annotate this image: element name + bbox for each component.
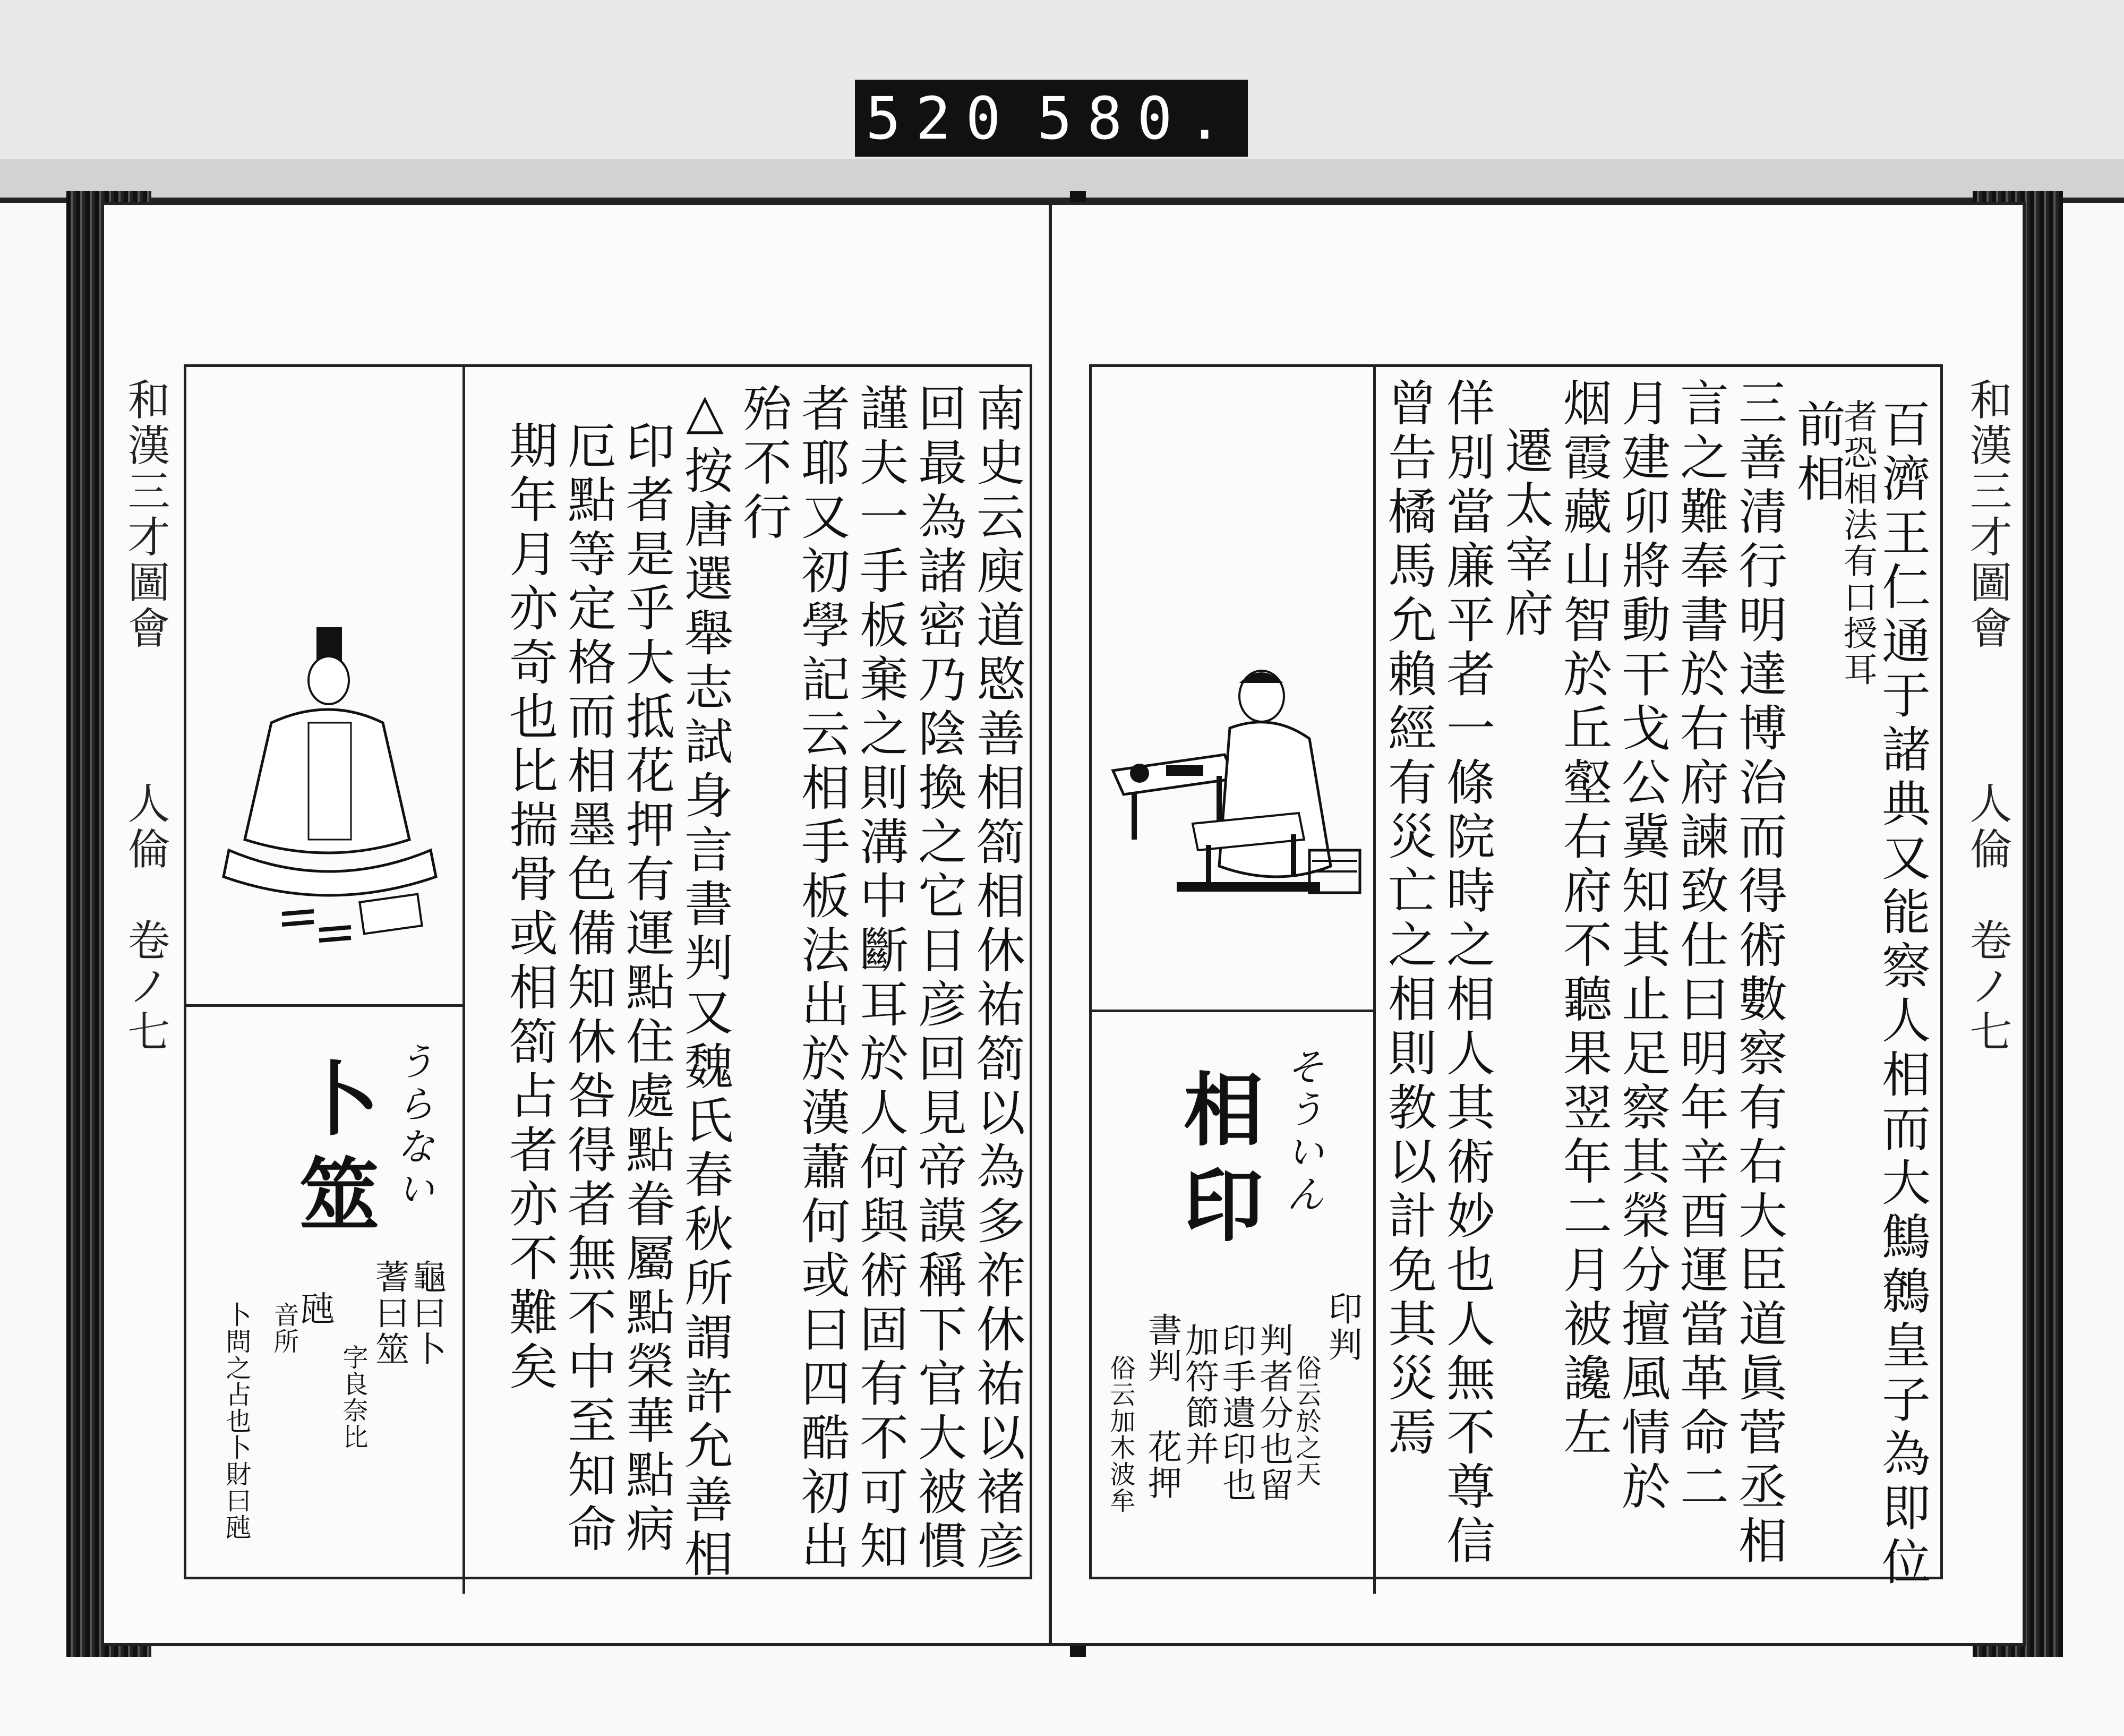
call-number-label [855, 80, 1248, 157]
right-text-col-8: 遷太宰府 [1497, 425, 1554, 642]
right-heading: 相印 [1170, 1068, 1263, 1259]
left-margin-title: 和漢三才圖會 [121, 378, 170, 652]
left-def-6: 卜問之占也卜財曰瓲 [221, 1302, 251, 1541]
right-margin-volume: 人倫 卷ノ七 [1963, 781, 2012, 1055]
left-def-3: 字良奈比 [338, 1344, 368, 1450]
left-text-col-6: △按唐選舉志試身言書判又魏氏春秋所謂許允善相 [676, 383, 733, 1583]
left-text-col-4: 者耶又初學記云相手板法出於漢蕭何或曰四酷初出 [793, 383, 850, 1575]
left-def-1: 龜曰卜 [407, 1259, 446, 1367]
left-def-4: 瓲 [295, 1291, 335, 1327]
physiognomist-illustration [1102, 664, 1368, 962]
right-text-col-5: 言之難奉書於右府諫致仕曰明年辛酉運當革命二 [1672, 378, 1729, 1515]
right-text-col-4: 三善清行明達博治而得術數察有右大臣道眞菅丞相 [1731, 378, 1787, 1569]
right-text-col-2: 者恐相法有口授耳 [1838, 399, 1877, 688]
right-page-frame [1089, 364, 2012, 1590]
left-def-2: 蓍曰筮 [370, 1259, 409, 1367]
left-inner-rule [463, 367, 465, 1594]
open-book [50, 191, 2068, 1657]
left-text-col-5: 殆不行 [735, 383, 792, 545]
right-heading-kana: そういん [1280, 1047, 1324, 1217]
right-def-6: 書判 [1142, 1312, 1181, 1384]
right-text-col-9: 佯別當廉平者一條院時之相人其術妙也人無不尊信 [1438, 378, 1495, 1569]
right-text-col-1: 百濟王仁通于諸典又能察人相而大鷦鷯皇子為即位 [1874, 399, 1931, 1590]
left-heading: 卜筮 [286, 1057, 379, 1248]
diviner-illustration [208, 617, 447, 962]
right-text-col-6: 月建卯將動干戈公冀知其止足察其榮分擅風情於 [1614, 378, 1671, 1515]
left-text-col-9: 期年月亦奇也比揣骨或相箚占者亦不難矣 [501, 420, 558, 1395]
left-text-col-3: 謹夫一手板棄之則溝中斷耳於人何與術固有不可知 [852, 383, 909, 1575]
right-def-2: 俗云於之天 [1291, 1355, 1321, 1487]
right-def-8: 俗云加木波牟 [1106, 1355, 1135, 1514]
left-text-col-8: 厄點等定格而相墨色備知休咎得者無不中至知命 [560, 420, 616, 1558]
right-def-1: 印判 [1323, 1291, 1362, 1363]
left-text-col-7: 印者是乎大抵花押有運點住處點眷屬點榮華點病 [618, 420, 675, 1558]
left-text-col-2: 回最為諸密乃陰換之它日彦回見帝謨稱下官大被慣 [910, 383, 967, 1575]
right-def-3: 判者分也留 [1254, 1323, 1293, 1503]
right-def-7: 花押 [1142, 1429, 1181, 1501]
call-number-left: 520 [866, 84, 1016, 152]
right-def-5: 加符節并 [1179, 1323, 1219, 1467]
right-illustration-rule [1092, 1010, 1373, 1012]
right-margin-title: 和漢三才圖會 [1963, 378, 2012, 652]
right-page [1049, 202, 2026, 1646]
left-margin-volume: 人倫 卷ノ七 [121, 781, 170, 1055]
left-heading-kana: うらない [390, 1041, 435, 1211]
left-page [101, 202, 1078, 1646]
right-text-col-10: 曾告橘馬允賴經有災亡之相則教以計免其災焉 [1380, 378, 1437, 1461]
left-page-frame [121, 364, 1032, 1583]
left-text-col-1: 南史云庾道愍善相箚相休祐箚以為多祚休祐以褚彦 [969, 383, 1025, 1575]
right-text-col-7: 烟霞藏山智於丘壑右府不聽果翌年二月被讒左 [1555, 378, 1612, 1461]
right-text-col-3: 前相 [1789, 399, 1846, 507]
call-number-right: 580. [1037, 84, 1237, 152]
left-illustration-rule [186, 1004, 463, 1007]
right-inner-rule [1373, 367, 1376, 1594]
left-def-5: 音所 [269, 1302, 299, 1355]
right-def-4: 印手遺印也 [1217, 1323, 1256, 1503]
